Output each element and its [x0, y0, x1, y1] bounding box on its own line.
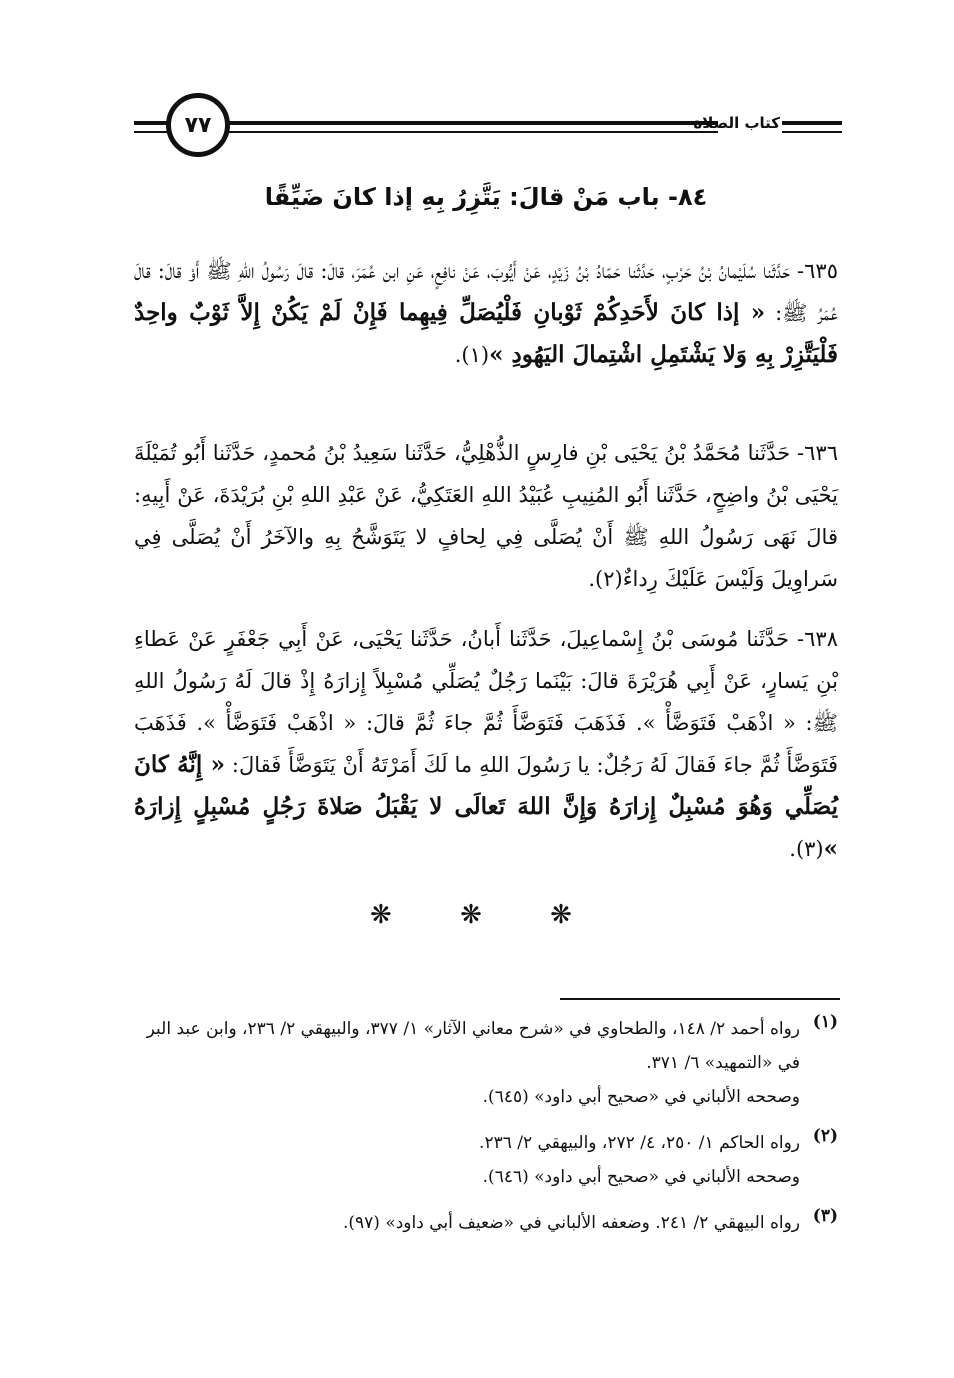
footnote-line: رواه أحمد ٢/ ١٤٨، والطحاوي في «شرح معاني الآثار» ١/ ٣٧٧، والبيهقي ٢/ ٢٣٦، وابن عبد البر في «التمهيد» ٦/ ٣٧١. — [146, 1019, 800, 1073]
footnote-line: وصححه الألباني في «صحيح أبي داود» (٦٤٥). — [482, 1087, 800, 1107]
footnote-line: رواه البيهقي ٢/ ٢٤١. وضعفه الألباني في «ضعيف أبي داود» (٩٧). — [342, 1213, 800, 1233]
header-rule — [222, 121, 718, 125]
footnote-number: (٢) — [812, 1126, 838, 1146]
hadith-text: ٦٣٥- حَدَّثَنا سُلَيْمانُ بْنُ حَرْبٍ، حَدَّثَنا حَمّادُ بْنُ زَيْدٍ، عَنْ أَيُّوبَ، عَنْ نافِعٍ، عَنِ ابن عُمَرَ، قالَ: قالَ رَسُولُ اللهِ ﷺ أَوْ قالَ: قالَ عُمَرُ ﷺ: — [134, 259, 839, 325]
book-title: كتاب الصلاة — [693, 114, 780, 132]
page-number: ٧٧ — [184, 112, 212, 138]
footnote-line: وصححه الألباني في «صحيح أبي داود» (٦٤٦). — [482, 1167, 800, 1187]
footnotes — [134, 1012, 838, 1252]
footnote-number: (٣) — [812, 1206, 838, 1226]
prophetic-quote: « إِنَّهُ كانَ يُصَلِّي وَهُوَ مُسْبِلٌ إِزارَهُ وَإِنَّ اللهَ تَعالَى لا يَقْبَلُ صَلاةَ رَجُلٍ مُسْبِلٍ إِزارَهُ » — [134, 751, 838, 862]
hadith-paragraph — [134, 432, 838, 600]
footnote-number: (١) — [812, 1012, 838, 1032]
chapter-heading: ٨٤- باب مَنْ قالَ: يَتَّزِرُ بِهِ إذا كانَ ضَيِّقًا — [264, 183, 708, 211]
footnote-ref: (١). — [454, 343, 490, 367]
footnote-line: رواه الحاكم ١/ ٢٥٠، ٤/ ٢٧٢، والبيهقي ٢/ ٢٣٦. — [479, 1133, 800, 1153]
header-rule — [782, 131, 842, 133]
hadith-text: ٦٣٦- حَدَّثَنا مُحَمَّدُ بْنُ يَحْيَى بْنِ فارِسٍ الذُّهْلِيُّ، حَدَّثَنا سَعِيدُ بْنُ مُحمدٍ، حَدَّثَنا أَبُو تُمَيْلَةَ يَحْيَى بْنُ واضِحٍ، حَدَّثَنا أَبُو المُنِيبِ عُبَيْدُ اللهِ العَتَكِيُّ، عَنْ عَبْدِ اللهِ بْنِ بُرَيْدَةَ، عَنْ أَبِيهِ: قالَ نَهَى رَسُولُ اللهِ ﷺ أَنْ يُصَلَّى فِي لِحافٍ لا يَتَوَشَّحُ بِهِ والآخَرُ أَنْ يُصَلَّى فِي سَراوِيلَ وَلَيْسَ عَلَيْكَ رِداءٌ — [134, 441, 838, 591]
footnote — [134, 1012, 838, 1114]
footnote-ref: (٣). — [789, 837, 824, 861]
footnote — [134, 1206, 838, 1240]
header-rule — [782, 121, 842, 125]
prophetic-quote: « إذا كانَ لأَحَدِكُمْ ثَوْبانِ فَلْيُصَلِّ فِيهِما فَإِنْ لَمْ يَكُنْ إِلاَّ ثَوْبٌ واحِدٌ فَلْيَتَّزِرْ بِهِ وَلا يَشْتَمِلِ اشْتِمالَ اليَهُودِ » — [134, 299, 838, 368]
footnote-divider — [560, 998, 840, 1000]
hadith-paragraph — [134, 250, 838, 376]
page-number-badge — [166, 93, 230, 157]
footnote-ref: (٢). — [588, 567, 623, 591]
hadith-paragraph — [134, 618, 838, 870]
hadith-text: ٦٣٨- حَدَّثَنا مُوسَى بْنُ إِسْماعِيلَ، حَدَّثَنا أَبانُ، حَدَّثَنا يَحْيَى، عَنْ أَبِي جَعْفَرٍ عَنْ عَطاءِ بْنِ يَسارٍ، عَنْ أَبِي هُرَيْرَةَ قالَ: بَيْنَما رَجُلٌ يُصَلِّي مُسْبِلاً إِزارَهُ إِذْ قالَ لَهُ رَسُولُ اللهِ ﷺ: « اذْهَبْ فَتَوَضَّأْ ». فَذَهَبَ فَتَوَضَّأَ ثُمَّ جاءَ ثُمَّ قالَ: « اذْهَبْ فَتَوَضَّأْ ». فَذَهَبَ فَتَوَضَّأَ ثُمَّ جاءَ فَقالَ لَهُ رَجُلٌ: يا رَسُولَ اللهِ ما لَكَ أَمَرْتَهُ أَنْ يَتَوَضَّأَ فَقالَ: — [134, 627, 838, 777]
header-rule — [222, 131, 718, 133]
section-separator: ❋ ❋ ❋ — [370, 900, 602, 930]
footnote — [134, 1126, 838, 1194]
